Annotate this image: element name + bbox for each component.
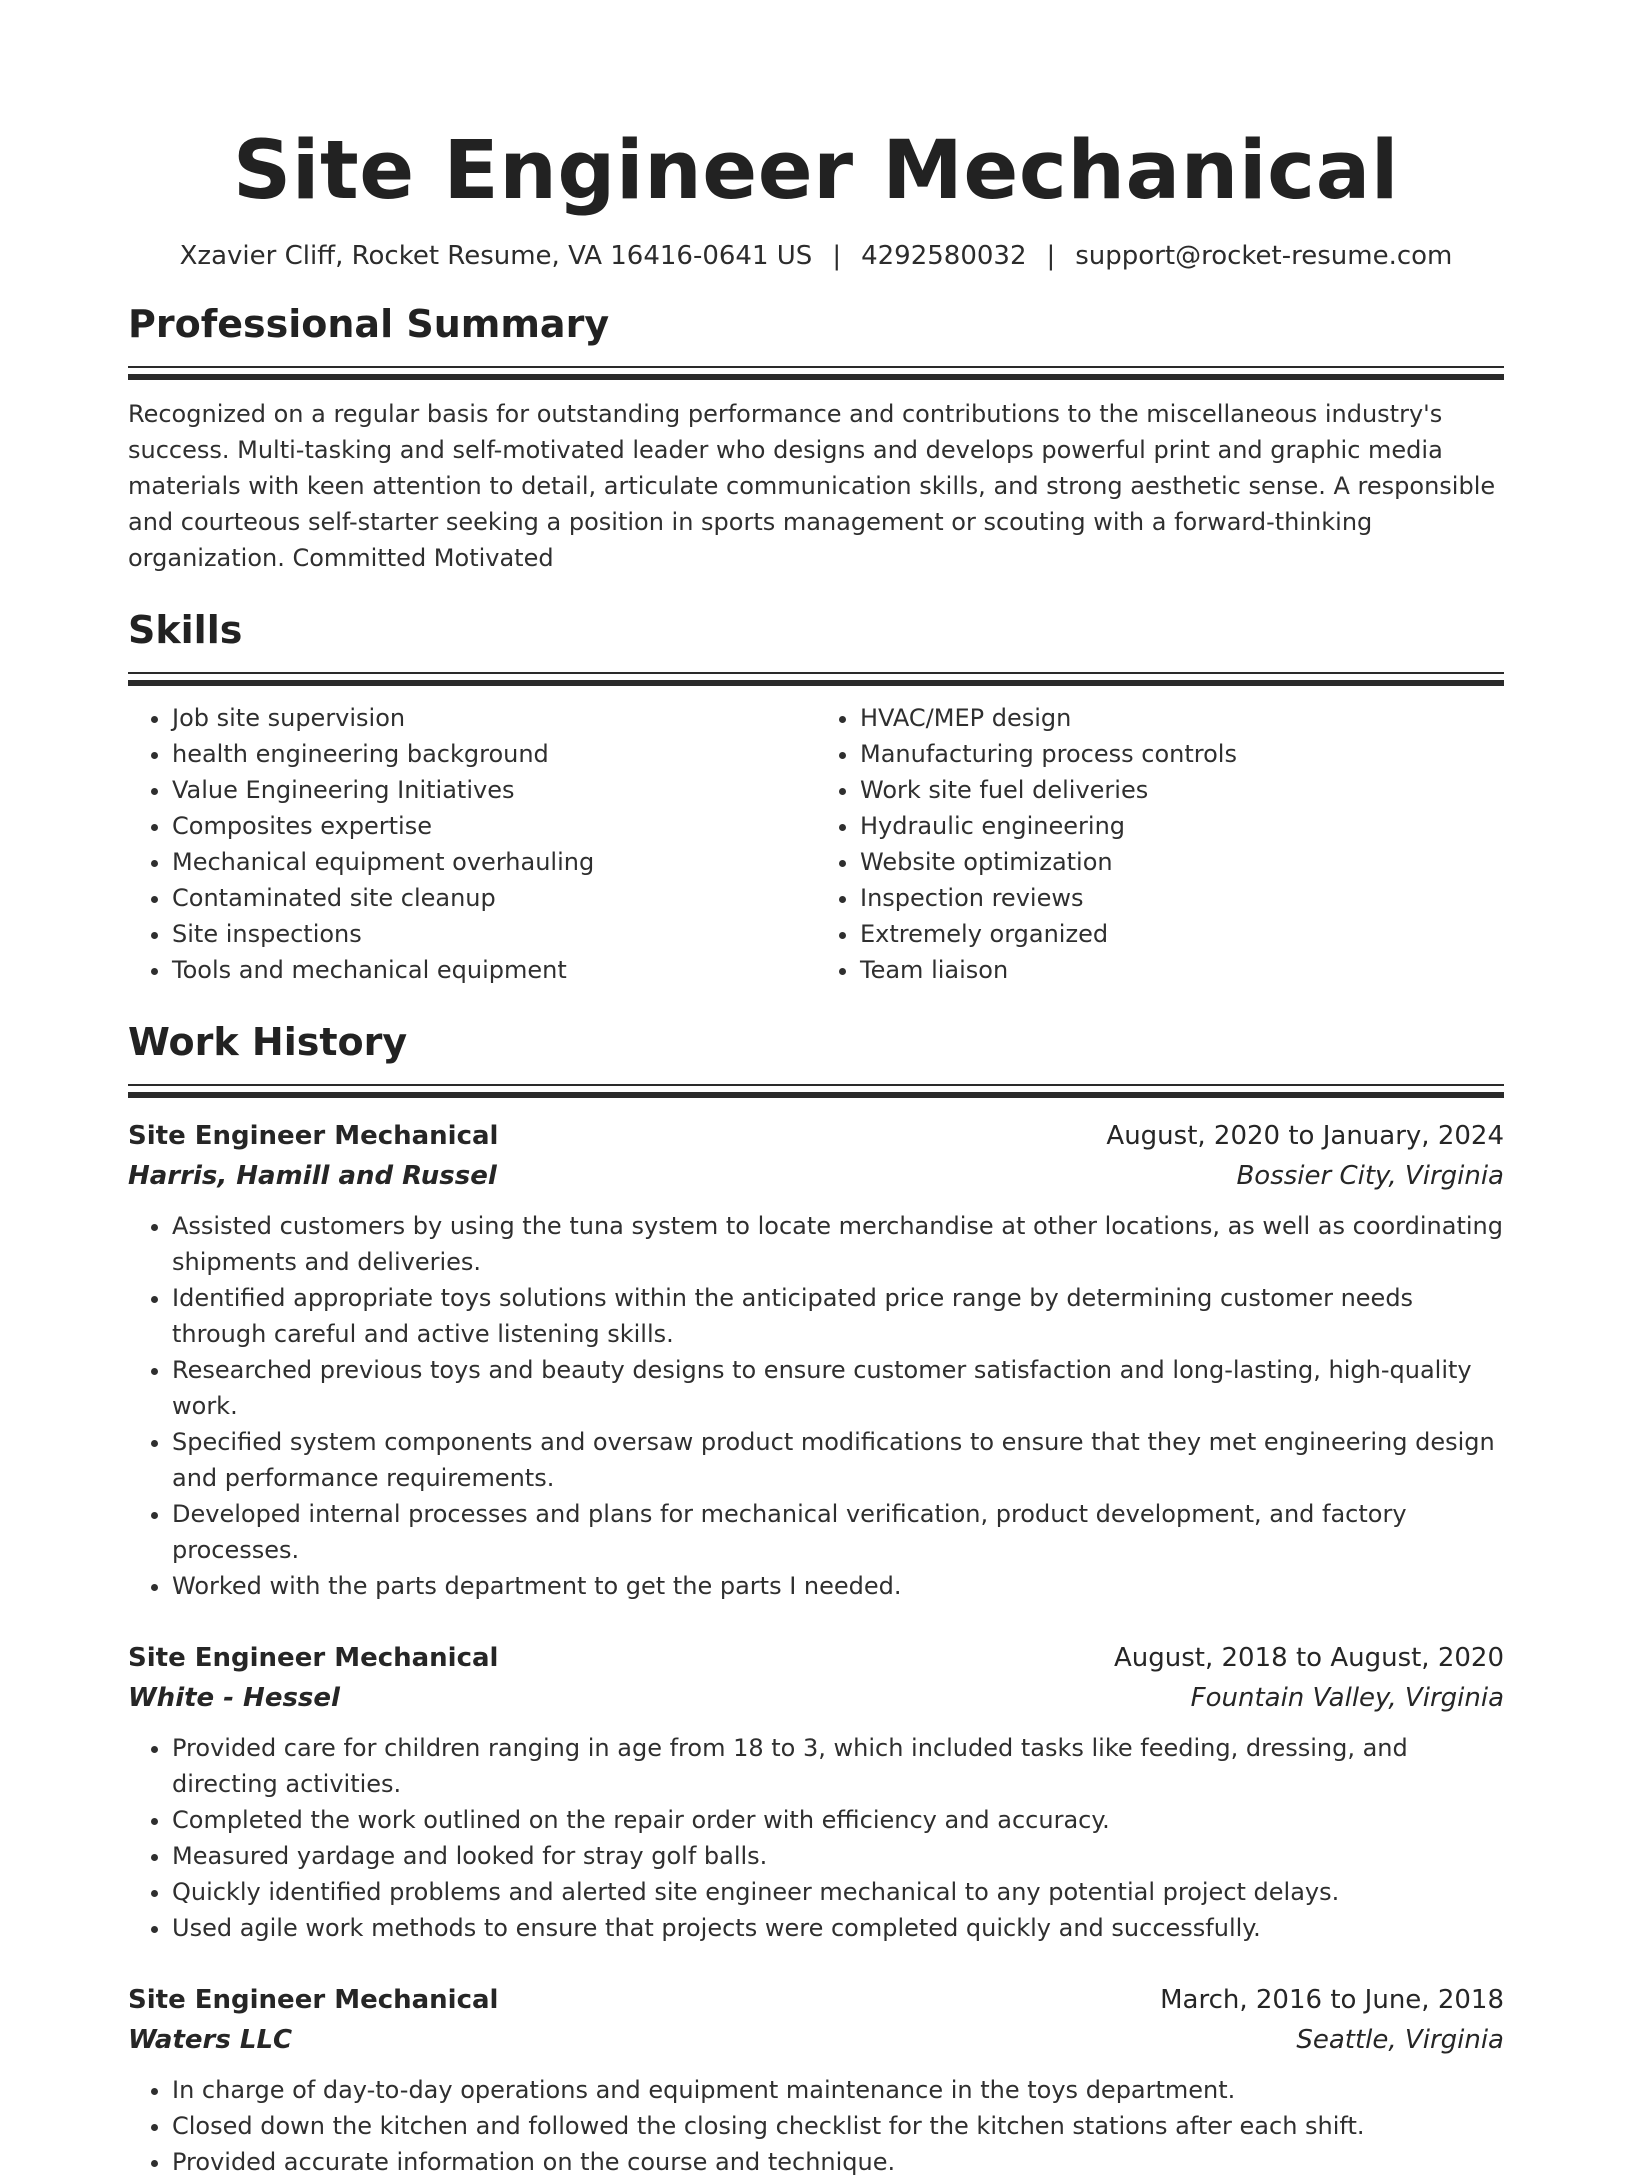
- skill-item: • Website optimization: [860, 844, 1504, 880]
- job-header: [128, 1980, 1504, 2020]
- job-bullet: • In charge of day-to-day operations and equipment maintenance in the toys department.: [172, 2072, 1504, 2108]
- job-header: [128, 1116, 1504, 1156]
- skill-item: • Team liaison: [860, 952, 1504, 988]
- job-subheader: [128, 1156, 1504, 1196]
- job-title: Site Engineer Mechanical: [128, 1643, 499, 1673]
- contact-line: [128, 238, 1504, 274]
- job-bullet: • Quickly identified problems and alerted site engineer mechanical to any potential project delays.: [172, 1874, 1504, 1910]
- job-location: Bossier City, Virginia: [1236, 1161, 1504, 1191]
- job-bullet: • Researched previous toys and beauty designs to ensure customer satisfaction and long-lasting, high-quality work.: [172, 1352, 1504, 1424]
- section-work-history: [128, 1018, 1504, 2180]
- contact-separator: |: [1046, 241, 1056, 271]
- section-divider: [128, 1084, 1504, 1086]
- section-divider-thick: [128, 680, 1504, 686]
- section-divider: [128, 672, 1504, 674]
- job-company: Harris, Hamill and Russel: [128, 1161, 497, 1191]
- job-bullets: [128, 1208, 1504, 1604]
- job-dates: August, 2020 to January, 2024: [1106, 1121, 1504, 1151]
- summary-text: Recognized on a regular basis for outstanding performance and contributions to the miscellaneous industry's success. Multi-tasking and self-motivated leader who designs and develops powerful print and graphic media materials with keen attention to detail, articulate communication skills, and strong aesthetic sense. A responsible and courteous self-starter seeking a position in sports management or scouting with a forward-thinking organization. Committed Motivated: [128, 400, 1496, 572]
- skill-item: • Mechanical equipment overhauling: [172, 844, 816, 880]
- job-title: Site Engineer Mechanical: [128, 1121, 499, 1151]
- skill-item: • Tools and mechanical equipment: [172, 952, 816, 988]
- job-bullet: • Completed the work outlined on the repair order with efficiency and accuracy.: [172, 1802, 1504, 1838]
- job-bullet: • Used agile work methods to ensure that projects were completed quickly and successfully.: [172, 1910, 1504, 1946]
- job-bullet: • Worked with the parts department to get the parts I needed.: [172, 1568, 1504, 1604]
- skill-item: • Composites expertise: [172, 808, 816, 844]
- skill-item: • Contaminated site cleanup: [172, 880, 816, 916]
- job-entry: [128, 1980, 1504, 2180]
- contact-phone: 4292580032: [861, 241, 1027, 271]
- section-divider-thick: [128, 1092, 1504, 1098]
- section-heading-work: Work History: [128, 1020, 408, 1064]
- job-bullet: • Developed internal processes and plans for mechanical verification, product development, and factory processes.: [172, 1496, 1504, 1568]
- job-bullets: [128, 1730, 1504, 1946]
- jobs-list: [128, 1116, 1504, 2180]
- job-bullets: [128, 2072, 1504, 2180]
- skills-list-left: [128, 700, 816, 988]
- contact-address: Xzavier Cliff, Rocket Resume, VA 16416-0641 US: [179, 241, 813, 271]
- section-summary: [128, 300, 1504, 576]
- job-bullet: • Measured yardage and looked for stray golf balls.: [172, 1838, 1504, 1874]
- job-header: [128, 1638, 1504, 1678]
- section-heading-summary: Professional Summary: [128, 302, 610, 346]
- job-dates: August, 2018 to August, 2020: [1114, 1643, 1504, 1673]
- job-entry: [128, 1116, 1504, 1604]
- job-bullet: • Specified system components and oversaw product modifications to ensure that they met engineering design and performance requirements.: [172, 1424, 1504, 1496]
- job-location: Fountain Valley, Virginia: [1190, 1683, 1504, 1713]
- contact-email[interactable]: support@rocket-resume.com: [1075, 241, 1453, 271]
- resume-title: Site Engineer Mechanical: [232, 124, 1400, 218]
- job-company: White - Hessel: [128, 1683, 340, 1713]
- job-location: Seattle, Virginia: [1296, 2025, 1504, 2055]
- job-entry: [128, 1638, 1504, 1946]
- job-bullet: • Identified appropriate toys solutions within the anticipated price range by determining customer needs through careful and active listening skills.: [172, 1280, 1504, 1352]
- skill-item: • Manufacturing process controls: [860, 736, 1504, 772]
- job-bullet: • Provided accurate information on the course and technique.: [172, 2144, 1504, 2180]
- skills-columns: [128, 700, 1504, 988]
- skill-item: • health engineering background: [172, 736, 816, 772]
- contact-separator: |: [832, 241, 842, 271]
- job-bullet: • Closed down the kitchen and followed the closing checklist for the kitchen stations after each shift.: [172, 2108, 1504, 2144]
- skill-item: • Value Engineering Initiatives: [172, 772, 816, 808]
- job-bullet: • Provided care for children ranging in age from 18 to 3, which included tasks like feeding, dressing, and directing activities.: [172, 1730, 1504, 1802]
- section-skills: [128, 606, 1504, 988]
- section-divider-thick: [128, 374, 1504, 380]
- skill-item: • Hydraulic engineering: [860, 808, 1504, 844]
- section-divider: [128, 366, 1504, 368]
- skill-item: • Site inspections: [172, 916, 816, 952]
- skills-list-right: [816, 700, 1504, 988]
- skill-item: • Job site supervision: [172, 700, 816, 736]
- job-bullet: • Assisted customers by using the tuna system to locate merchandise at other locations, as well as coordinating shipments and deliveries.: [172, 1208, 1504, 1280]
- skill-item: • HVAC/MEP design: [860, 700, 1504, 736]
- skill-item: • Inspection reviews: [860, 880, 1504, 916]
- job-subheader: [128, 1678, 1504, 1718]
- job-title: Site Engineer Mechanical: [128, 1985, 499, 2015]
- job-company: Waters LLC: [128, 2025, 293, 2055]
- skill-item: • Work site fuel deliveries: [860, 772, 1504, 808]
- section-heading-skills: Skills: [128, 608, 243, 652]
- job-dates: March, 2016 to June, 2018: [1160, 1985, 1504, 2015]
- skill-item: • Extremely organized: [860, 916, 1504, 952]
- job-subheader: [128, 2020, 1504, 2060]
